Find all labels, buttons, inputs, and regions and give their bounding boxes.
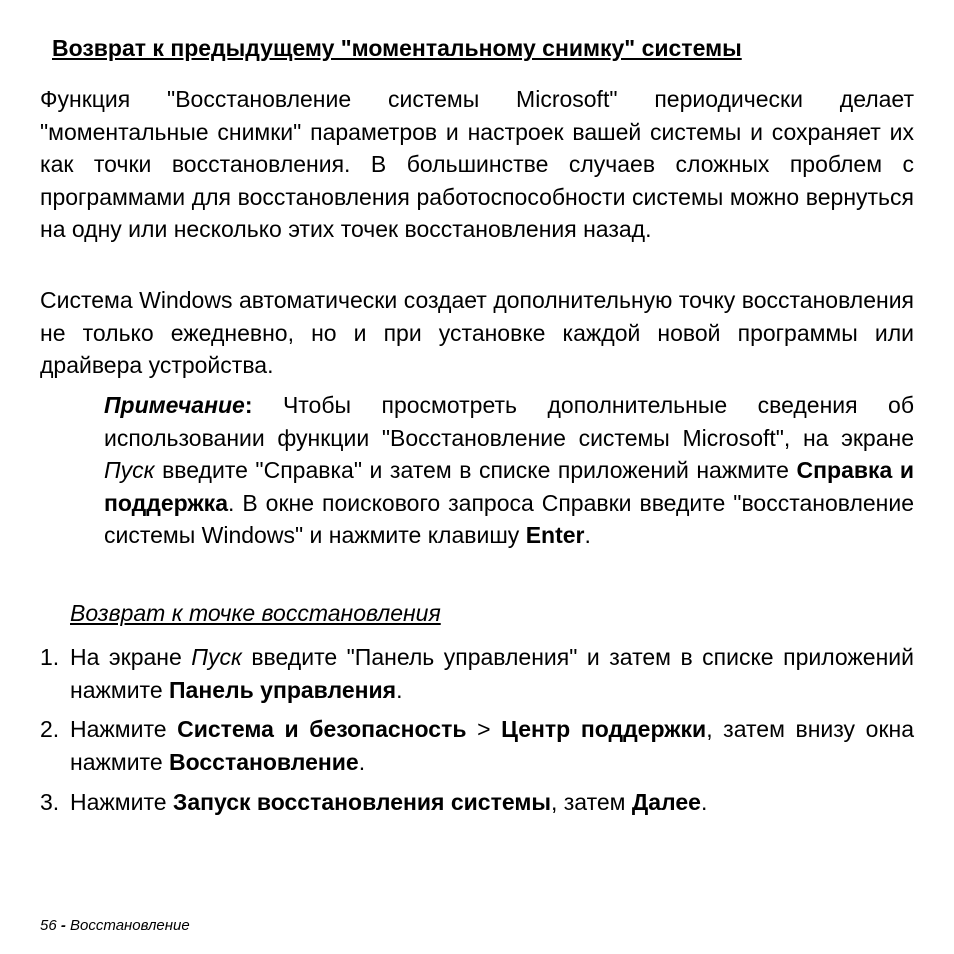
page-footer <box>40 917 190 934</box>
note-start: Пуск <box>104 457 155 483</box>
section-title: Возврат к предыдущему "моментальному снимку" системы <box>52 35 742 61</box>
note-text: введите "Справка" и затем в списке приложений нажмите <box>154 457 797 483</box>
note-label: Примечание <box>104 392 245 418</box>
step-number: 3. <box>40 789 60 815</box>
subheading: Возврат к точке восстановления <box>70 600 441 626</box>
step-text: На экране Пуск введите "Панель управления" и затем в списке приложений нажмите Панель управления. <box>70 644 914 703</box>
step-open-restore: Запуск восстановления системы <box>172 789 551 815</box>
step-text: Нажмите Запуск восстановления системы, затем Далее. <box>70 789 708 815</box>
note-help-support: Справка и поддержка <box>104 457 914 516</box>
page-number: 56 <box>40 917 57 934</box>
step-system-security: Система и безопасность <box>177 716 467 742</box>
paragraph-intro: Функция "Восстановление системы Microsoft" периодически делает "моментальные снимки" параметров и настроек вашей системы и сохраняет их как точки восстановления. В большинстве случаев сложных проблем с программами для восстановления работоспособности системы можно вернуться на одну или несколько этих точек восстановления назад. <box>40 86 914 242</box>
step-number: 1. <box>40 644 60 670</box>
step-action-center: Центр поддержки <box>501 716 707 742</box>
note-colon: : <box>244 392 253 418</box>
note-text: . В окне поискового запроса Справки введите "восстановление системы Windows" и нажмите клавишу <box>104 489 914 548</box>
footer-separator: - <box>56 917 71 934</box>
step-next: Далее <box>631 789 701 815</box>
note-block <box>104 389 914 552</box>
note-text: Чтобы просмотреть дополнительные сведения об использовании функции "Восстановление системы Microsoft", на экране <box>104 392 914 451</box>
footer-section: Восстановление <box>70 917 190 934</box>
note-text: . <box>584 522 591 548</box>
list-item <box>40 641 914 706</box>
note-enter: Enter <box>525 522 585 548</box>
list-item <box>40 713 914 778</box>
step-start: Пуск <box>191 644 242 670</box>
step-recovery: Восстановление <box>169 748 359 775</box>
step-control-panel: Панель управления <box>169 676 397 703</box>
list-item <box>40 786 914 819</box>
paragraph-windows: Система Windows автоматически создает дополнительную точку восстановления не только ежедневно, но и при установке каждой новой программы или драйвера устройства. <box>40 287 914 378</box>
step-text: Нажмите Система и безопасность > Центр поддержки, затем внизу окна нажмите Восстановление. <box>70 716 915 775</box>
step-number: 2. <box>40 716 60 742</box>
